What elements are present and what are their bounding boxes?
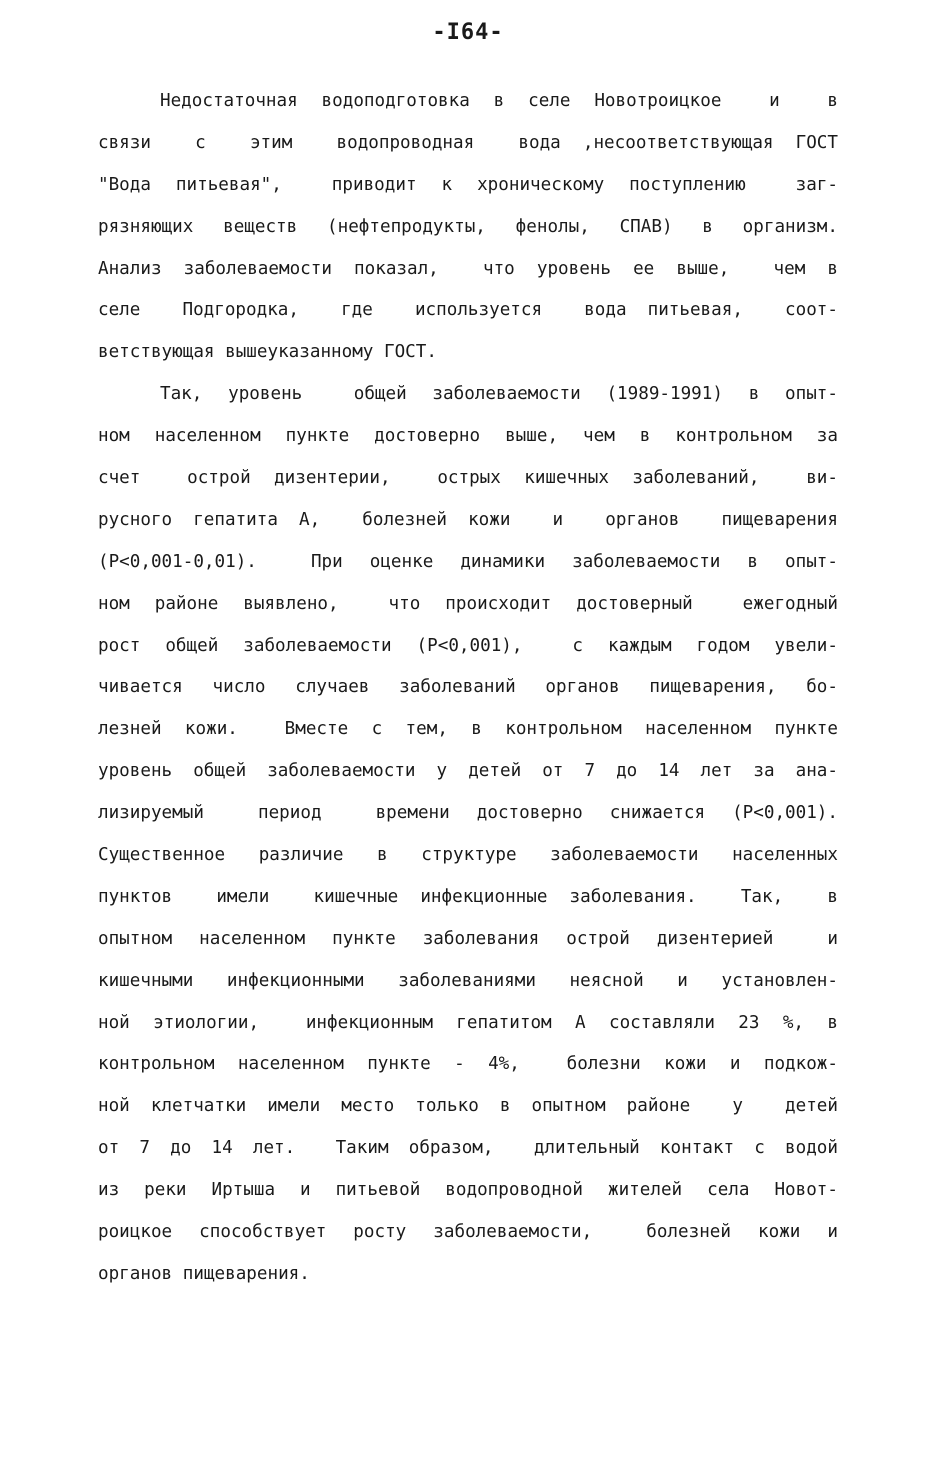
text-line: рязняющих веществ (нефтепродукты, фенолы, СПАВ) в организм. [98, 216, 838, 237]
text-line: органов пищеварения. [98, 1263, 310, 1284]
text-line: русного гепатита А, болезней кожи и органов пищеварения [98, 509, 838, 530]
text-line: лезней кожи. Вместе с тем, в контрольном населенном пункте [98, 719, 838, 740]
text-line: кишечными инфекционными заболеваниями неясной и установлен- [98, 970, 838, 991]
text-line: роицкое способствует росту заболеваемости, болезней кожи и [98, 1222, 838, 1243]
text-line: ветствующая вышеуказанному ГОСТ. [98, 342, 437, 363]
text-line: ной этиологии, инфекционным гепатитом А составляли 23 %, в [98, 1012, 838, 1033]
text-line: уровень общей заболеваемости у детей от 7 до 14 лет за ана- [98, 761, 838, 782]
text-line: Анализ заболеваемости показал, что уровень ее выше, чем в [98, 258, 838, 279]
text-line: рост общей заболеваемости (Р<0,001), с каждым годом увели- [98, 635, 838, 656]
text-line: опытном населенном пункте заболевания острой дизентерией и [98, 928, 838, 949]
text-line: (Р<0,001-0,01). При оценке динамики заболеваемости в опыт- [98, 551, 838, 572]
paragraph-2 [98, 374, 838, 1296]
text-line: пунктов имели кишечные инфекционные заболевания. Так, в [98, 886, 838, 907]
text-line: ном населенном пункте достоверно выше, чем в контрольном за [98, 426, 838, 447]
page-number: -I64- [432, 20, 504, 45]
text-line: счет острой дизентерии, острых кишечных заболеваний, ви- [98, 468, 838, 489]
text-line: чивается число случаев заболеваний органов пищеварения, бо- [98, 677, 838, 698]
text-line: "Вода питьевая", приводит к хроническому поступлению заг- [98, 174, 838, 195]
text-line: Так, уровень общей заболеваемости (1989-1991) в опыт- [160, 384, 838, 405]
text-line: Недостаточная водоподготовка в селе Новотроицкое и в [160, 91, 838, 111]
body-text [98, 81, 838, 1296]
text-line: ном районе выявлено, что происходит достоверный ежегодный [98, 593, 838, 614]
text-line: связи с этим водопроводная вода ,несоответствующая ГОСТ [98, 132, 838, 153]
text-line: контрольном населенном пункте - 4%, болезни кожи и подкож- [98, 1054, 838, 1075]
text-line: лизируемый период времени достоверно снижается (Р<0,001). [98, 803, 838, 824]
text-line: селе Подгородка, где используется вода питьевая, соот- [98, 300, 838, 321]
text-line: ной клетчатки имели место только в опытном районе у детей [98, 1096, 838, 1117]
text-line: Существенное различие в структуре заболеваемости населенных [98, 845, 838, 866]
text-line: от 7 до 14 лет. Таким образом, длительный контакт с водой [98, 1138, 838, 1159]
paragraph-1 [98, 81, 838, 374]
text-line: из реки Иртыша и питьевой водопроводной жителей села Новот- [98, 1180, 838, 1201]
